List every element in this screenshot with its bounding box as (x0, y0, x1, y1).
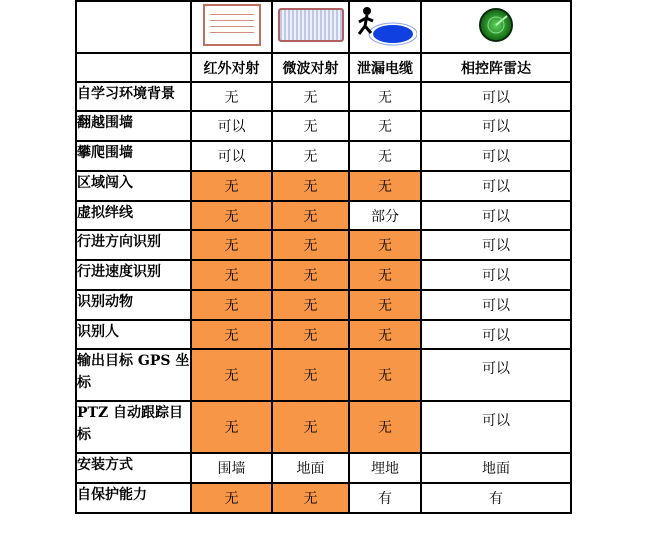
table-cell: 无 (349, 349, 421, 401)
leaky-cable-icon (353, 4, 417, 46)
table-cell: 无 (349, 320, 421, 349)
header-radar: 相控阵雷达 (421, 53, 571, 82)
table-cell: 无 (191, 201, 272, 230)
row-label: 安装方式 (76, 453, 191, 483)
table-cell: 无 (272, 171, 349, 201)
row-label: 行进速度识别 (76, 260, 191, 290)
microwave-beam-icon (278, 8, 344, 42)
table-row (76, 401, 571, 453)
comparison-table (75, 0, 572, 514)
table-cell: 可以 (421, 401, 571, 453)
table-cell: 可以 (421, 230, 571, 260)
table-cell: 可以 (421, 320, 571, 349)
table-row (76, 320, 571, 349)
table-cell: 围墙 (191, 453, 272, 483)
table-cell: 无 (191, 230, 272, 260)
table-cell: 无 (272, 401, 349, 453)
row-label: 自学习环境背景 (76, 82, 191, 111)
table-cell: 有 (421, 483, 571, 513)
icon-row (76, 1, 571, 53)
table-row (76, 82, 571, 111)
header-row (76, 53, 571, 82)
table-cell: 无 (191, 171, 272, 201)
row-label: PTZ 自动跟踪目标 (76, 401, 191, 453)
table-cell: 可以 (421, 260, 571, 290)
table-cell: 无 (272, 111, 349, 141)
table-row (76, 111, 571, 141)
table-cell: 可以 (191, 141, 272, 171)
table-cell: 无 (272, 349, 349, 401)
corner-cell (76, 1, 191, 53)
table-row (76, 201, 571, 230)
row-label: 虚拟绊线 (76, 201, 191, 230)
infrared-beam-icon (203, 4, 261, 46)
table-cell: 部分 (349, 201, 421, 230)
table-cell: 无 (191, 82, 272, 111)
table-row (76, 260, 571, 290)
row-label: 翻越围墙 (76, 111, 191, 141)
table-row (76, 230, 571, 260)
table-cell: 无 (272, 201, 349, 230)
table-row (76, 290, 571, 320)
row-label: 行进方向识别 (76, 230, 191, 260)
table-cell: 可以 (421, 141, 571, 171)
table-cell: 可以 (421, 171, 571, 201)
table-row (76, 171, 571, 201)
table-cell: 无 (272, 483, 349, 513)
table-cell: 无 (272, 82, 349, 111)
table-cell: 无 (349, 82, 421, 111)
header-microwave: 微波对射 (272, 53, 349, 82)
table-cell: 可以 (421, 349, 571, 401)
row-label: 输出目标 GPS 坐标 (76, 349, 191, 401)
table-cell: 无 (349, 230, 421, 260)
table-cell: 无 (191, 290, 272, 320)
table-cell: 无 (272, 260, 349, 290)
table-cell: 可以 (421, 82, 571, 111)
table-cell: 可以 (421, 201, 571, 230)
table-cell: 地面 (272, 453, 349, 483)
table-row (76, 349, 571, 401)
table-cell: 地面 (421, 453, 571, 483)
table-cell: 埋地 (349, 453, 421, 483)
table-cell: 无 (272, 290, 349, 320)
radar-cell (421, 1, 571, 53)
table-cell: 可以 (421, 290, 571, 320)
table-cell: 无 (191, 401, 272, 453)
table-row (76, 141, 571, 171)
table-cell: 无 (191, 483, 272, 513)
table-cell: 无 (349, 141, 421, 171)
table-cell: 无 (191, 320, 272, 349)
row-label: 识别人 (76, 320, 191, 349)
table-cell: 无 (272, 141, 349, 171)
microwave-cell (272, 1, 349, 53)
table-cell: 无 (272, 230, 349, 260)
table-cell: 无 (349, 401, 421, 453)
table-cell: 无 (191, 349, 272, 401)
table-cell: 无 (272, 320, 349, 349)
infrared-cell (191, 1, 272, 53)
table-cell: 无 (349, 290, 421, 320)
table-cell: 无 (349, 111, 421, 141)
row-label: 区域闯入 (76, 171, 191, 201)
header-corner (76, 53, 191, 82)
table-cell: 有 (349, 483, 421, 513)
row-label: 识别动物 (76, 290, 191, 320)
row-label: 攀爬围墙 (76, 141, 191, 171)
table-cell: 可以 (191, 111, 272, 141)
table-cell: 无 (349, 171, 421, 201)
table-cell: 无 (349, 260, 421, 290)
header-infrared: 红外对射 (191, 53, 272, 82)
radar-icon (479, 8, 513, 42)
table-cell: 无 (191, 260, 272, 290)
table-cell: 可以 (421, 111, 571, 141)
header-leaky-cable: 泄漏电缆 (349, 53, 421, 82)
cable-cell (349, 1, 421, 53)
row-label: 自保护能力 (76, 483, 191, 513)
table-row (76, 483, 571, 513)
table-row (76, 453, 571, 483)
